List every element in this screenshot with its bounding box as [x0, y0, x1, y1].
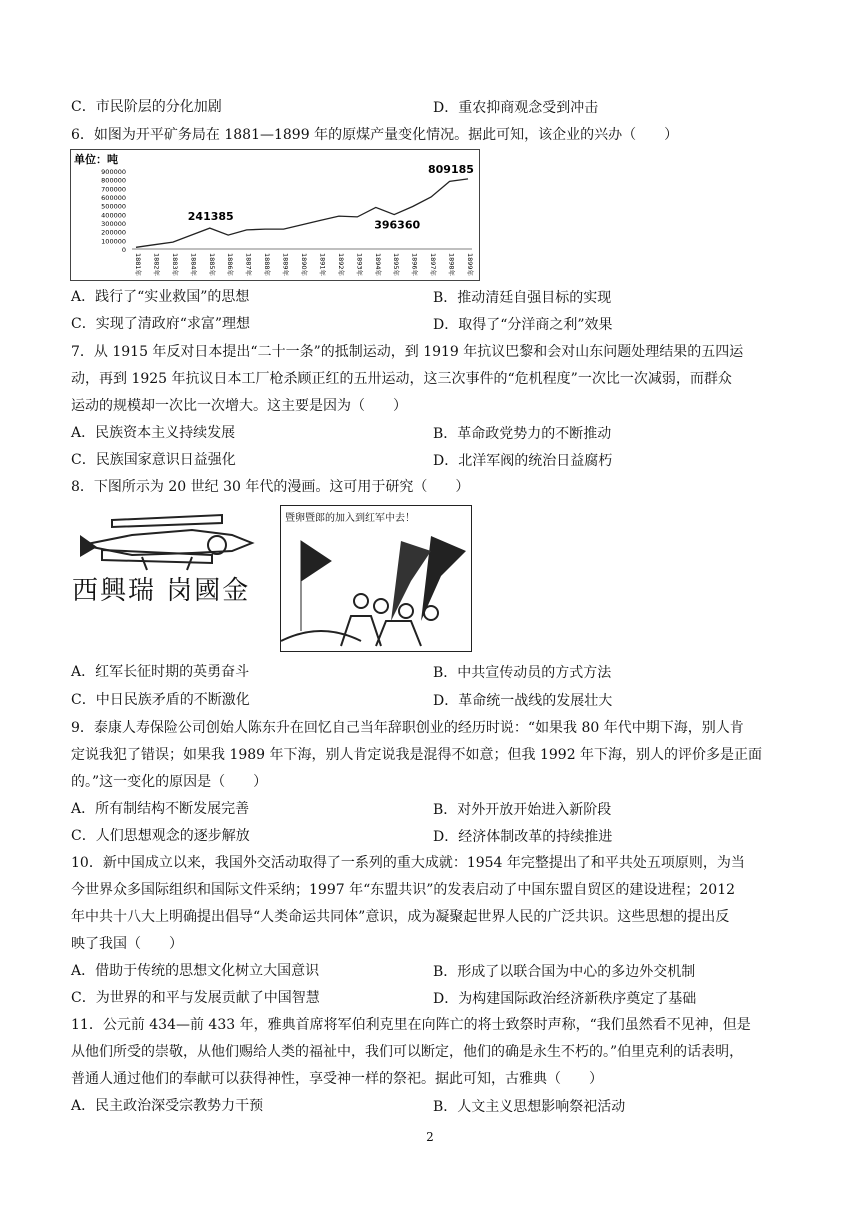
y-tick-label: 700000	[101, 185, 126, 194]
q10-option-a: A．借助于传统的思想文化树立大国意识	[71, 963, 320, 979]
q10-stem-1: 10．新中国成立以来，我国外交活动取得了一系列的重大成就：1954 年完整提出了和平共处五项原则，为当	[71, 855, 745, 871]
q7-option-c: C．民族国家意识日益强化	[71, 452, 236, 468]
y-tick-label: 800000	[101, 176, 126, 185]
x-tick-label: 1882年	[152, 253, 161, 277]
q7-stem-2: 动，再到 1925 年抗议日本工厂枪杀顾正红的五卅运动，这三次事件的“危机程度”一次比一次减弱，而群众	[71, 371, 732, 387]
q7-stem-3: 运动的规模却一次比一次增大。这主要是因为（ ）	[71, 398, 407, 414]
q10-stem-4: 映了我国（ ）	[71, 936, 183, 952]
y-tick-label: 200000	[101, 228, 126, 237]
q7-option-b: B．革命政党势力的不断推动	[433, 426, 612, 442]
x-tick-label: 1892年	[336, 253, 345, 277]
x-tick-label: 1881年	[134, 253, 142, 277]
q9-stem-3: 的。”这一变化的原因是（ ）	[71, 774, 268, 790]
q6-stem: 6．如图为开平矿务局在 1881—1899 年的原煤产量变化情况。据此可知，该企业的兴办（ ）	[71, 127, 679, 143]
q11-stem-2: 从他们所受的崇敬，从他们赐给人类的福祉中，我们可以断定，他们的确是永生不朽的。”伯里克利的话表明，	[71, 1044, 744, 1060]
q8-option-c: C．中日民族矛盾的不断激化	[71, 692, 250, 708]
y-axis-ticks	[101, 168, 126, 254]
q10-option-d: D．为构建国际政治经济新秩序奠定了基础	[433, 991, 697, 1007]
q10-option-c: C．为世界的和平与发展贡献了中国智慧	[71, 990, 320, 1006]
cartoon-airplane	[72, 505, 262, 650]
x-tick-label: 1894年	[373, 253, 382, 277]
q11-stem-1: 11．公元前 434—前 433 年，雅典首席将军伯利克里在向阵亡的将士致祭时声称，“我们虽然看不见神，但是	[71, 1017, 751, 1033]
q5-option-d: D．重农抑商观念受到冲击	[433, 100, 599, 116]
q7-stem-1: 7．从 1915 年反对日本提出“二十一条”的抵制运动，到 1919 年抗议巴黎和会对山东问题处理结果的五四运	[71, 344, 744, 360]
y-tick-label: 900000	[101, 168, 126, 176]
q9-option-c: C．人们思想观念的逐步解放	[71, 828, 250, 844]
q10-stem-3: 年中共十八大上明确提出倡导“人类命运共同体”意识，成为凝聚起世界人民的广泛共识。这些思想的提出反	[71, 909, 730, 925]
q10-stem-2: 今世界众多国际组织和国际文件采纳；1997 年“东盟共识”的发表启动了中国东盟自贸区的建设进程；2012	[71, 882, 736, 898]
y-tick-label: 400000	[101, 211, 126, 220]
y-tick-label: 0	[121, 246, 126, 254]
q6-option-a: A．践行了“实业救国”的思想	[71, 289, 250, 305]
page-number: 2	[426, 1130, 434, 1144]
q11-stem-3: 普通人通过他们的奉献可以获得神性，享受神一样的祭祀。据此可知，古雅典（ ）	[71, 1071, 603, 1087]
x-tick-label: 1896年	[410, 253, 419, 277]
q6-option-b: B．推动清廷自强目标的实现	[433, 290, 612, 306]
q6-option-d: D．取得了“分洋商之利”效果	[433, 317, 613, 333]
q9-stem-2: 定说我犯了错误；如果我 1989 年下海，别人肯定说我是混得不如意；但我 1992 年下海，别人的评价多是正面	[71, 747, 763, 763]
x-tick-label: 1885年	[207, 253, 216, 277]
data-label: 809185	[428, 162, 474, 176]
x-tick-label: 1895年	[392, 253, 401, 277]
data-label: 241385	[187, 210, 234, 224]
q7-option-d: D．北洋军阀的统治日益腐朽	[433, 453, 613, 469]
x-tick-label: 1890年	[300, 253, 308, 277]
data-label: 396360	[374, 218, 421, 232]
q5-option-c: C．市民阶层的分化加剧	[71, 99, 222, 115]
q9-option-a: A．所有制结构不断发展完善	[71, 801, 250, 817]
q8-option-b: B．中共宣传动员的方式方法	[433, 665, 612, 681]
q9-option-d: D．经济体制改革的持续推进	[433, 829, 613, 845]
q9-option-b: B．对外开放开始进入新阶段	[433, 802, 612, 818]
q10-option-b: B．形成了以联合国为中心的多边外交机制	[433, 964, 696, 980]
q8-option-a: A．红军长征时期的英勇奋斗	[71, 664, 250, 680]
chart-unit-label: 单位：吨	[74, 153, 118, 166]
q6-option-c: C．实现了清政府“求富”理想	[71, 316, 251, 332]
y-tick-label: 100000	[101, 237, 126, 246]
x-tick-label: 1899年	[466, 253, 474, 277]
cartoon-caption: 暨卵暨郎的加入到红军中去！	[285, 513, 415, 524]
q9-stem-1: 9．泰康人寿保险公司创始人陈东升在回忆自己当年辞职创业的经历时说：“如果我 80 年代中期下海，别人肯	[71, 720, 744, 736]
x-tick-label: 1889年	[281, 253, 290, 277]
y-tick-label: 300000	[101, 220, 126, 228]
q8-stem: 8．下图所示为 20 世纪 30 年代的漫画。这可用于研究（ ）	[71, 479, 470, 495]
x-tick-label: 1884年	[189, 253, 198, 277]
x-tick-label: 1883年	[170, 253, 179, 277]
x-tick-label: 1886年	[226, 253, 235, 277]
cartoon-red-army	[280, 505, 472, 652]
cartoon-slogan: 西興瑞 岗國金	[72, 576, 251, 606]
coal-output-chart	[70, 149, 480, 281]
q7-option-a: A．民族资本主义持续发展	[71, 425, 236, 441]
x-tick-label: 1888年	[263, 253, 272, 277]
y-tick-label: 500000	[101, 202, 126, 211]
x-tick-label: 1897年	[429, 253, 438, 277]
q11-option-a: A．民主政治深受宗教势力干预	[71, 1098, 264, 1114]
crowd-with-flags-drawing	[281, 521, 471, 651]
x-tick-label: 1887年	[244, 253, 253, 277]
q11-option-b: B．人文主义思想影响祭祀活动	[433, 1099, 626, 1115]
q8-option-d: D．革命统一战线的发展壮大	[433, 693, 613, 709]
x-tick-label: 1891年	[318, 253, 327, 277]
x-tick-label: 1898年	[447, 253, 456, 277]
y-tick-label: 600000	[101, 194, 126, 202]
x-tick-label: 1893年	[355, 253, 364, 277]
